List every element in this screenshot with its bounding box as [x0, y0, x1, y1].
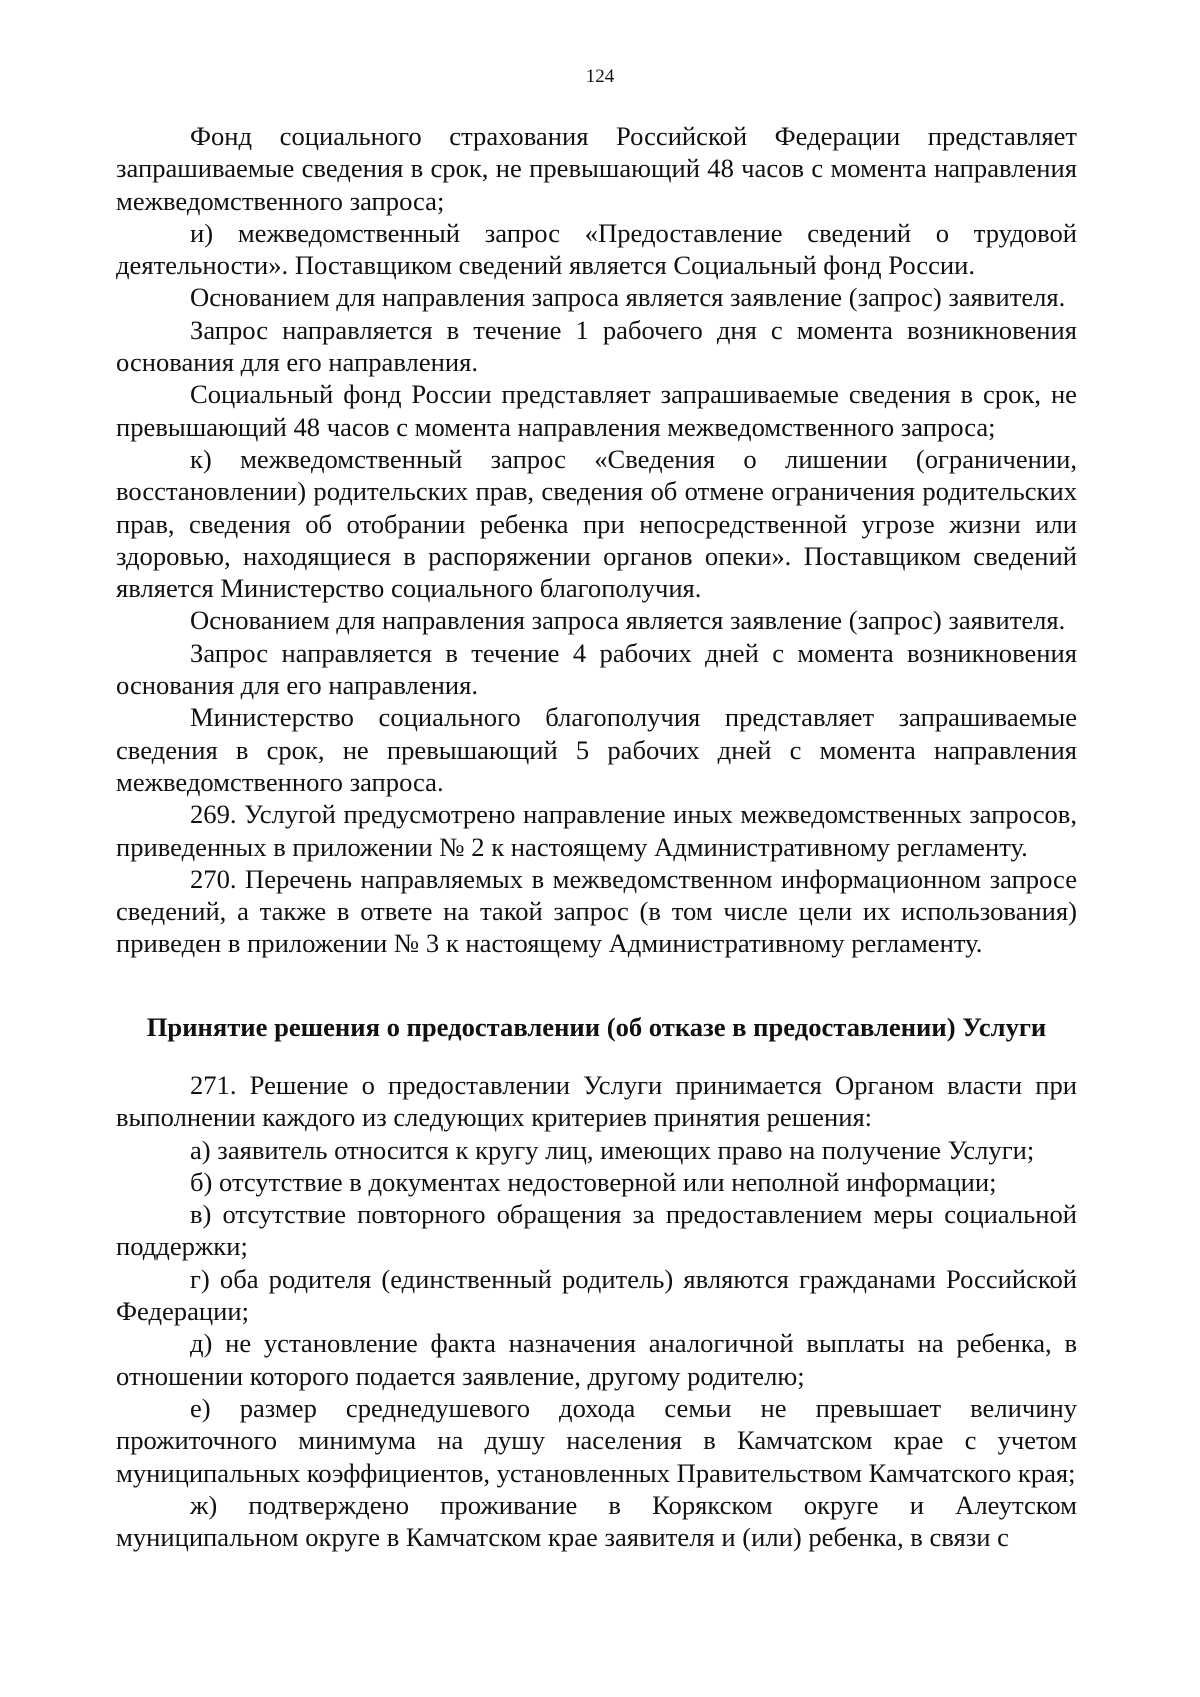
- paragraph: и) межведомственный запрос «Предоставление сведений о трудовой деятельности». Поставщиком сведений является Социальный фонд России.: [116, 217, 1077, 281]
- paragraph: 270. Перечень направляемых в межведомственном информационном запросе сведений, а также в ответе на такой запрос (в том числе цели их использования) приведен в приложении № 3 к настоящему Административному регламенту.: [116, 863, 1077, 959]
- section-heading: Принятие решения о предоставлении (об отказе в предоставлении) Услуги: [146, 1012, 1047, 1042]
- paragraph: 271. Решение о предоставлении Услуги принимается Органом власти при выполнении каждого из следующих критериев принятия решения:: [116, 1070, 1077, 1133]
- list-item: а) заявитель относится к кругу лиц, имеющих право на получение Услуги;: [190, 1134, 1035, 1165]
- paragraph: Социальный фонд России представляет запрашиваемые сведения в срок, не превышающий 48 часов с момента направления межведомственного запроса;: [116, 379, 1077, 442]
- paragraph: Основанием для направления запроса является заявление (запрос) заявителя.: [190, 282, 1066, 313]
- paragraph: Запрос направляется в течение 1 рабочего дня с момента возникновения основания для его направления.: [116, 314, 1077, 378]
- list-item: б) отсутствие в документах недостоверной или неполной информации;: [190, 1166, 997, 1197]
- paragraph: Министерство социального благополучия представляет запрашиваемые сведения в срок, не превышающий 5 рабочих дней с момента направления межведомственного запроса.: [116, 702, 1077, 797]
- list-item: г) оба родителя (единственный родитель) являются гражданами Российской Федерации;: [116, 1263, 1077, 1327]
- list-item: в) отсутствие повторного обращения за предоставлением меры социальной поддержки;: [116, 1199, 1077, 1262]
- paragraph: 269. Услугой предусмотрено направление иных межведомственных запросов, приведенных в приложении № 2 к настоящему Административному регламенту.: [116, 799, 1077, 862]
- list-item: ж) подтверждено проживание в Корякском округе и Алеутском муниципальном округе в Камчатском крае заявителя и (или) ребенка, в связи с: [116, 1489, 1077, 1553]
- text-block-top: [116, 120, 1077, 960]
- paragraph: Фонд социального страхования Российской Федерации представляет запрашиваемые сведения в срок, не превышающий 48 часов с момента направления межведомственного запроса;: [116, 121, 1077, 216]
- text-block-bottom: [116, 1069, 1077, 1553]
- paragraph: к) межведомственный запрос «Сведения о лишении (ограничении, восстановлении) родительских прав, сведения об отмене ограничения родительских прав, сведения об отобрании ребенка при непосредственной угрозе жизни или здоровью, находящиеся в распоряжении органов опеки». Поставщиком сведений является Министерство социального благополучия.: [116, 443, 1077, 604]
- paragraph: Основанием для направления запроса является заявление (запрос) заявителя.: [190, 605, 1066, 636]
- paragraph: Запрос направляется в течение 4 рабочих дней с момента возникновения основания для его направления.: [116, 637, 1077, 701]
- page-number: 124: [585, 66, 615, 87]
- list-item: е) размер среднедушевого дохода семьи не превышает величину прожиточного минимума на душу населения в Камчатском крае с учетом муниципальных коэффициентов, установленных Правительством Камчатского края;: [116, 1392, 1077, 1488]
- list-item: д) не установление факта назначения аналогичной выплаты на ребенка, в отношении которого подается заявление, другому родителю;: [116, 1328, 1077, 1391]
